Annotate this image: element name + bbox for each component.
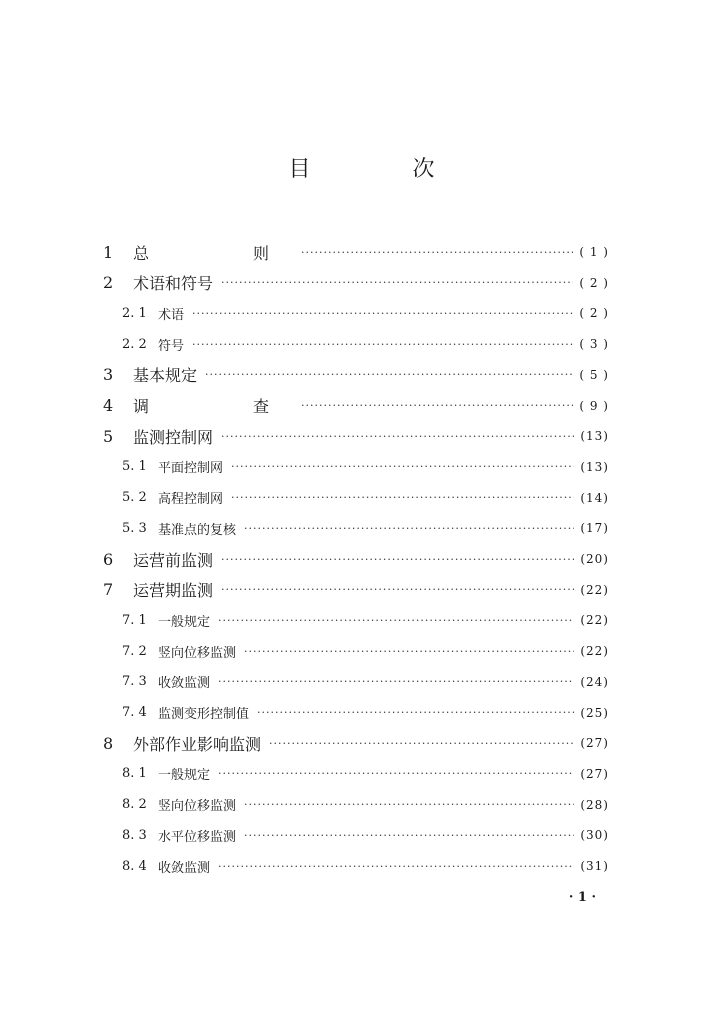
- toc-entry-number: 5. 2: [122, 490, 147, 506]
- toc-entry-title: 外部作业影响监测: [133, 734, 262, 754]
- toc-entry-number: 7: [103, 580, 114, 600]
- toc-entry-page: (22): [580, 582, 609, 597]
- page-title: 目 次: [288, 157, 475, 182]
- toc-entry-page: (30): [580, 828, 609, 843]
- dot-leader: [221, 553, 574, 566]
- toc-entry-page: (27): [580, 736, 609, 751]
- toc-section-row: [122, 854, 609, 878]
- toc-chapter-row: [103, 394, 609, 418]
- toc-entry-title: 调 查: [133, 397, 294, 416]
- toc-entry-title: 一般规定: [158, 768, 211, 784]
- toc-entry-number: 7. 2: [122, 643, 147, 659]
- toc-chapter-row: [103, 240, 609, 264]
- dot-leader: [269, 737, 574, 750]
- dot-leader: [301, 246, 573, 259]
- toc-entry-title: 术语: [158, 307, 185, 323]
- toc-entry-title: 收敛监测: [158, 860, 211, 876]
- page-number: · 1 ·: [568, 890, 596, 905]
- toc-chapter-row: [103, 578, 609, 602]
- toc-entry-title: 平面控制网: [158, 461, 224, 477]
- toc-entry-number: 8. 1: [122, 766, 147, 782]
- dot-leader: [218, 614, 574, 627]
- dot-leader: [221, 276, 573, 289]
- toc-entry-page: (13): [580, 429, 609, 444]
- dot-leader: [257, 706, 574, 719]
- dot-leader: [192, 338, 573, 351]
- toc-section-row: [122, 455, 609, 479]
- toc-entry-title: 基本规定: [133, 366, 198, 386]
- toc-entry-page: ( 5 ): [579, 367, 609, 382]
- toc-entry-page: (25): [580, 705, 609, 720]
- toc-entry-title: 运营期监测: [133, 581, 214, 601]
- toc-entry-title: 符号: [158, 338, 185, 354]
- toc-entry-title: 水平位移监测: [158, 829, 237, 845]
- dot-leader: [244, 829, 574, 842]
- toc-section-row: [122, 516, 609, 540]
- toc-entry-page: ( 3 ): [579, 337, 609, 352]
- toc-entry-page: (20): [580, 552, 609, 566]
- toc-chapter-row: [103, 363, 609, 387]
- toc-entry-number: 2: [103, 273, 114, 293]
- toc-entry-number: 6: [103, 549, 114, 569]
- toc-entry-number: 1: [103, 242, 114, 262]
- dot-leader: [218, 767, 574, 780]
- dot-leader: [221, 430, 574, 443]
- dot-leader: [218, 675, 574, 688]
- toc-entry-number: 8. 4: [122, 858, 147, 874]
- toc-entry-page: ( 9 ): [579, 398, 609, 413]
- toc-entry-number: 5. 1: [122, 459, 147, 475]
- toc-entry-page: (27): [580, 766, 609, 781]
- dot-leader: [231, 491, 574, 504]
- toc-entry-page: (22): [580, 644, 609, 659]
- toc-entry-page: (28): [580, 797, 609, 812]
- toc-entry-page: (17): [580, 521, 609, 536]
- toc-chapter-row: [103, 731, 609, 755]
- toc-entry-title: 总 则: [133, 243, 294, 263]
- toc-entry-title: 运营前监测: [133, 550, 214, 570]
- toc-chapter-row: [103, 547, 609, 571]
- toc-entry-number: 2. 1: [122, 305, 147, 321]
- toc-entry-title: 竖向位移监测: [158, 645, 237, 661]
- toc-entry-page: (14): [580, 490, 609, 505]
- toc-section-row: [122, 823, 609, 847]
- toc-section-row: [122, 486, 609, 510]
- toc-section-row: [122, 608, 609, 632]
- toc-entry-number: 8. 2: [122, 797, 147, 813]
- toc-entry-number: 7. 3: [122, 674, 147, 690]
- toc-chapter-row: [103, 424, 609, 448]
- toc-section-row: [122, 670, 609, 694]
- toc-section-row: [122, 301, 609, 325]
- toc-entry-number: 3: [103, 365, 114, 385]
- toc-entry-title: 监测变形控制值: [158, 707, 250, 722]
- toc-chapter-row: [103, 271, 609, 295]
- dot-leader: [221, 583, 574, 596]
- toc-entry-number: 4: [103, 396, 114, 415]
- dot-leader: [231, 460, 574, 473]
- toc-entry-page: (13): [580, 459, 609, 474]
- dot-leader: [301, 399, 573, 412]
- toc-entry-title: 术语和符号: [133, 274, 214, 294]
- toc-entry-title: 监测控制网: [133, 427, 214, 447]
- toc-entry-title: 基准点的复核: [158, 522, 237, 538]
- dot-leader: [244, 798, 574, 811]
- toc-entry-title: 高程控制网: [158, 492, 224, 508]
- toc-entry-page: ( 2 ): [579, 306, 609, 321]
- toc-entry-number: 8: [103, 733, 114, 753]
- dot-leader: [205, 368, 573, 381]
- dot-leader: [192, 307, 573, 320]
- toc-section-row: [122, 701, 609, 725]
- toc-section-row: [122, 332, 609, 356]
- toc-entry-number: 7. 4: [122, 705, 147, 720]
- toc-entry-number: 2. 2: [122, 336, 147, 352]
- toc-entry-number: 8. 3: [122, 827, 147, 843]
- toc-entry-page: (31): [580, 859, 609, 873]
- toc-entry-page: (24): [580, 674, 609, 689]
- toc-entry-page: ( 2 ): [579, 275, 609, 290]
- toc-entry-title: 竖向位移监测: [158, 799, 237, 815]
- toc-entry-number: 7. 1: [122, 612, 147, 628]
- toc-section-row: [122, 793, 609, 817]
- toc-entry-page: ( 1 ): [579, 245, 609, 259]
- toc-entry-title: 一般规定: [158, 614, 211, 630]
- toc-section-row: [122, 762, 609, 786]
- dot-leader: [244, 522, 574, 535]
- dot-leader: [218, 860, 574, 873]
- toc-entry-title: 收敛监测: [158, 676, 211, 692]
- toc-entry-number: 5: [103, 426, 114, 446]
- toc-entry-page: (22): [580, 613, 609, 628]
- toc-entry-number: 5. 3: [122, 520, 147, 536]
- dot-leader: [244, 645, 574, 658]
- toc-section-row: [122, 639, 609, 663]
